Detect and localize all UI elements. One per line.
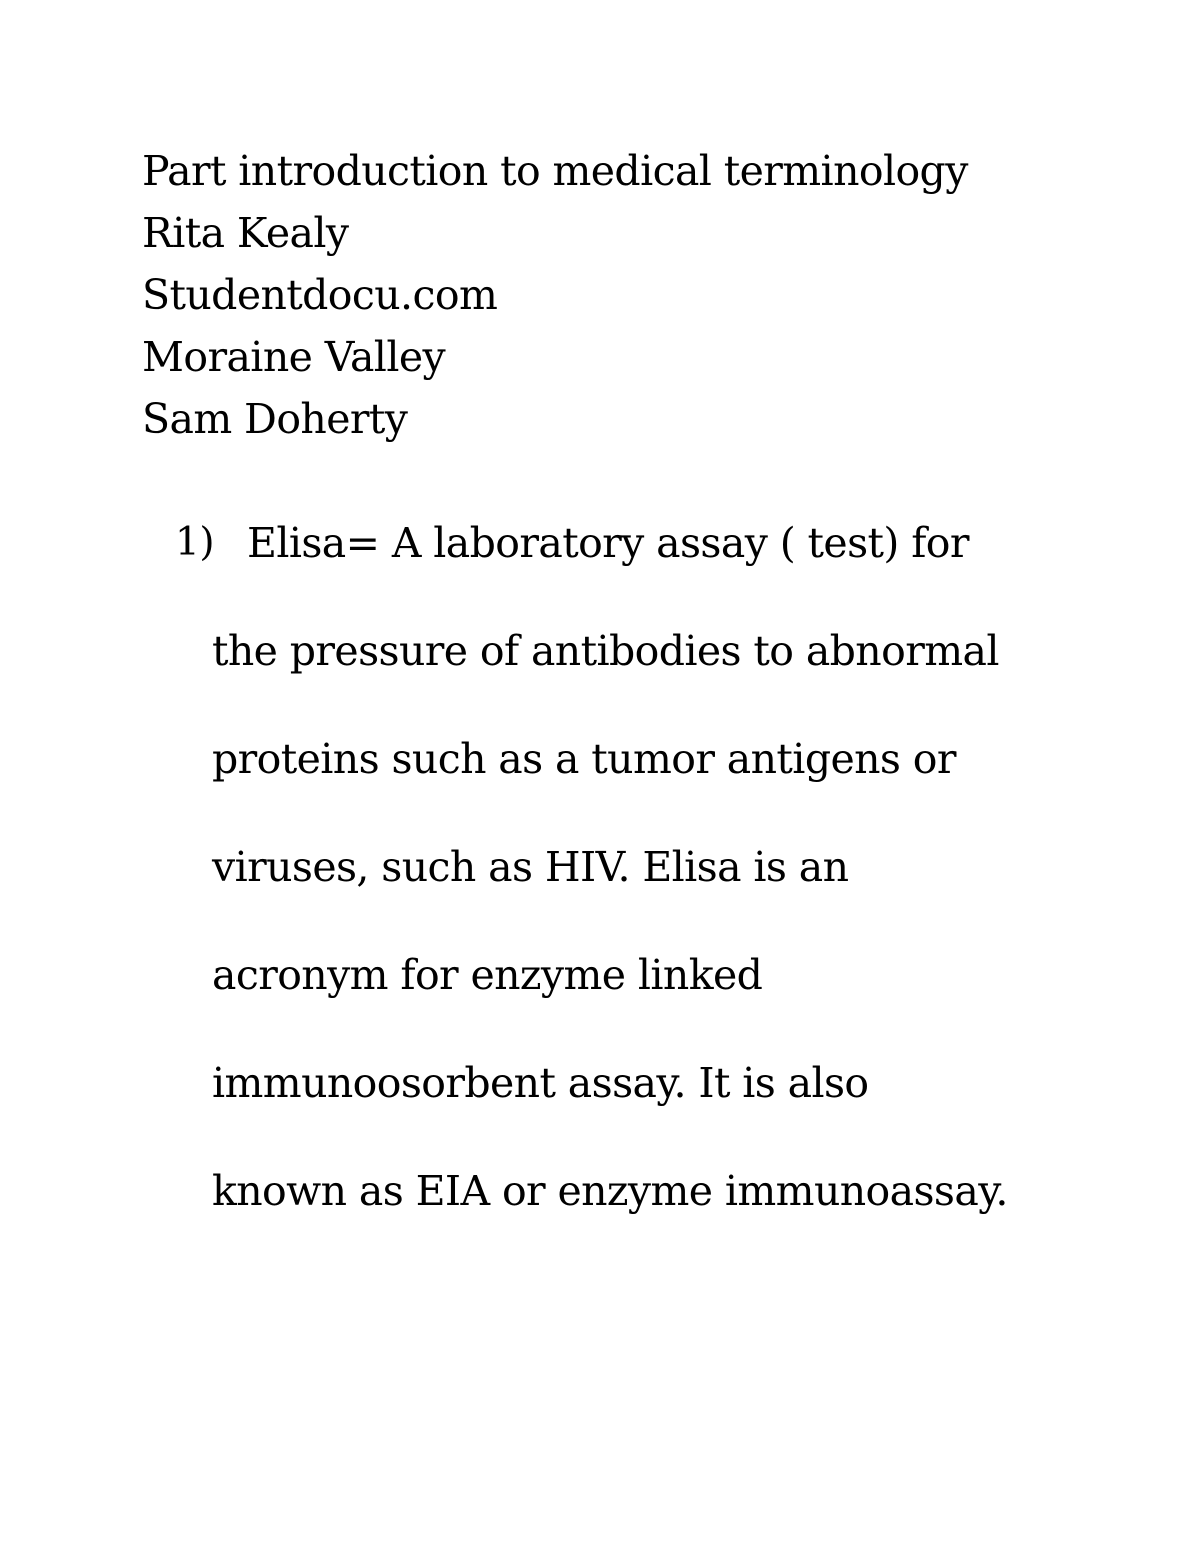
list-item-line: Elisa= A laboratory assay ( test) for	[247, 519, 969, 567]
author-name: Rita Kealy	[142, 209, 349, 257]
list-item-text	[212, 510, 1172, 1266]
list-item-line: proteins such as a tumor antigens or	[212, 735, 956, 783]
list-item-line: known as EIA or enzyme immunoassay.	[212, 1167, 1008, 1215]
document-title: Part introduction to medical terminology	[142, 147, 968, 195]
list-item-number: 1)	[175, 520, 215, 565]
document-header	[142, 140, 1102, 450]
institution-name: Moraine Valley	[142, 333, 446, 381]
list-item-line: viruses, such as HIV. Elisa is an	[212, 843, 849, 891]
source-site: Studentdocu.com	[142, 271, 498, 319]
list-item-line: the pressure of antibodies to abnormal	[212, 627, 999, 675]
list-item-line: acronym for enzyme linked	[212, 951, 763, 999]
list-item-line: immunoosorbent assay. It is also	[212, 1059, 869, 1107]
instructor-name: Sam Doherty	[142, 395, 408, 443]
